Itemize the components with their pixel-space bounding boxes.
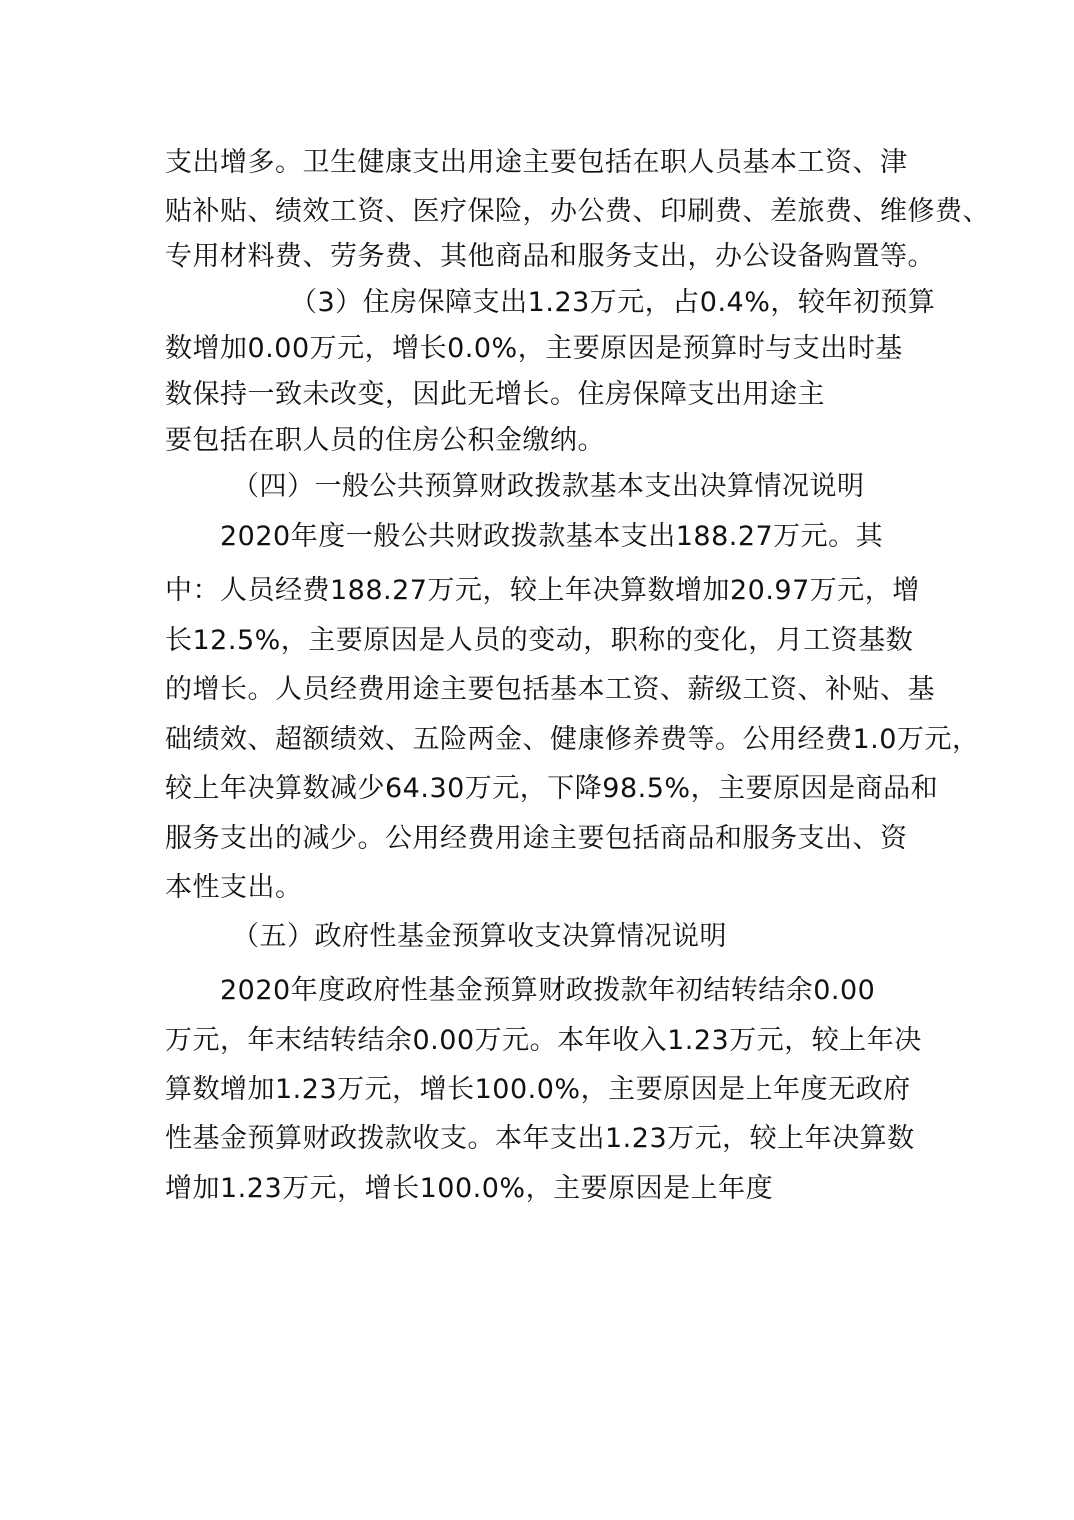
text-line: 服务支出的减少。公用经费用途主要包括商品和服务支出、资: [165, 823, 908, 854]
section-heading: （五）政府性基金预算收支决算情况说明: [232, 921, 727, 952]
text-line: 的增长。人员经费用途主要包括基本工资、薪级工资、补贴、基: [165, 674, 935, 705]
text-line: 增加1.23万元，增长100.0%，主要原因是上年度: [165, 1173, 774, 1204]
text-line: 较上年决算数减少64.30万元，下降98.5%，主要原因是商品和: [165, 773, 939, 804]
text-line: 支出增多。卫生健康支出用途主要包括在职人员基本工资、津: [165, 147, 908, 178]
text-line: 本性支出。: [165, 872, 303, 903]
text-line: （3）住房保障支出1.23万元，占0.4%，较年初预算: [290, 287, 936, 318]
text-line: 2020年度政府性基金预算财政拨款年初结转结余0.00: [220, 975, 876, 1006]
text-line: 中：人员经费188.27万元，较上年决算数增加20.97万元，增: [165, 575, 920, 606]
text-line: 数保持一致未改变，因此无增长。住房保障支出用途主: [165, 379, 825, 410]
text-line: 算数增加1.23万元，增长100.0%，主要原因是上年度无政府: [165, 1074, 911, 1105]
text-line: 长12.5%，主要原因是人员的变动，职称的变化，月工资基数: [165, 625, 914, 656]
text-line: 贴补贴、绩效工资、医疗保险，办公费、印刷费、差旅费、维修费、: [165, 196, 990, 227]
section-heading: （四）一般公共预算财政拨款基本支出决算情况说明: [232, 471, 865, 502]
text-line: 2020年度一般公共财政拨款基本支出188.27万元。其: [220, 521, 884, 552]
text-line: 性基金预算财政拨款收支。本年支出1.23万元，较上年决算数: [165, 1123, 915, 1154]
text-line: 要包括在职人员的住房公积金缴纳。: [165, 425, 605, 456]
text-line: 数增加0.00万元，增长0.0%，主要原因是预算时与支出时基: [165, 333, 903, 364]
text-line: 万元，年末结转结余0.00万元。本年收入1.23万元，较上年决: [165, 1025, 922, 1056]
text-line: 专用材料费、劳务费、其他商品和服务支出，办公设备购置等。: [165, 241, 935, 272]
text-line: 础绩效、超额绩效、五险两金、健康修养费等。公用经费1.0万元，: [165, 724, 980, 755]
